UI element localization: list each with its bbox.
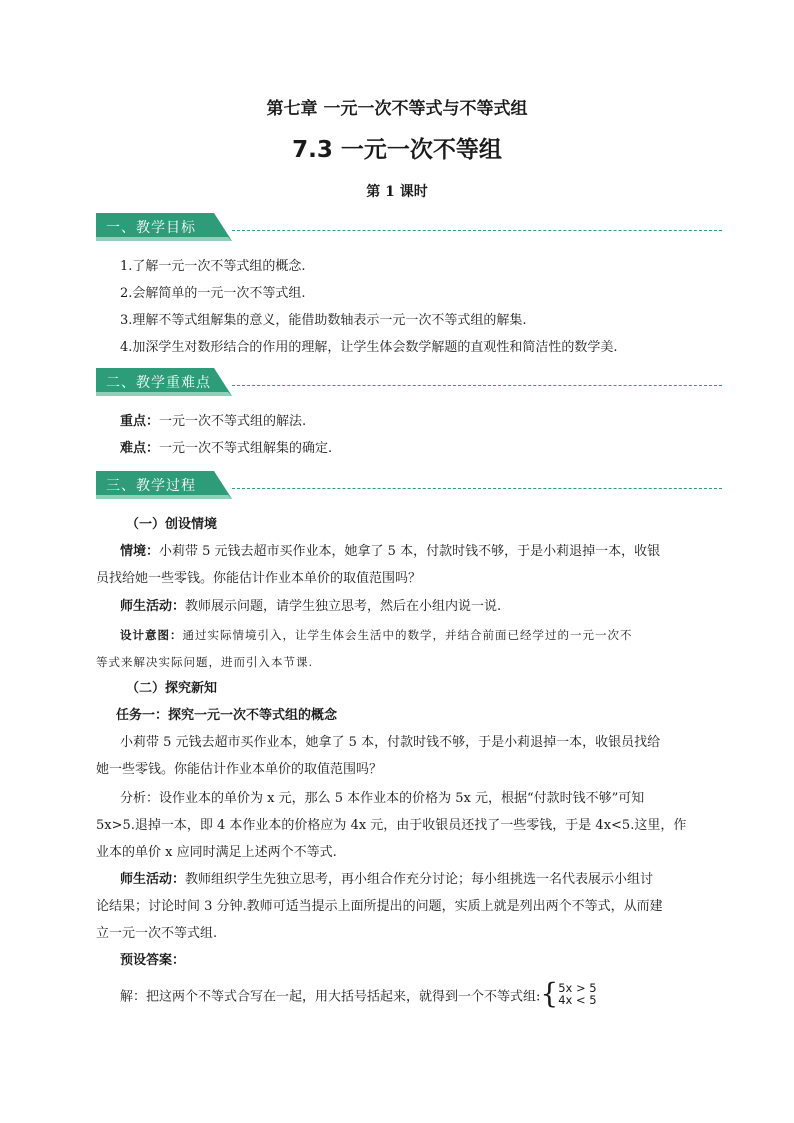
brace-icon: { — [540, 977, 559, 1010]
analysis-line: 分析：设作业本的单价为 x 元，那么 5 本作业本的价格为 5x 元，根据“付款时钱不够”可知 — [120, 791, 645, 806]
activity-label: 师生活动： — [120, 872, 186, 887]
section-header-key-points — [96, 368, 722, 396]
objective-item: 4.加深学生对数形结合的作用的理解，让学生体会数学解题的直观性和简洁性的数学美. — [120, 340, 618, 355]
section-divider — [232, 385, 722, 386]
activity-text: 教师组织学生先独立思考，再小组合作充分讨论；每小组挑选一名代表展示小组讨 — [185, 872, 654, 887]
design-text: 通过实际情境引入，让学生体会生活中的数学，并结合前面已经学过的一元一次不 — [182, 628, 633, 642]
activity-line — [120, 598, 501, 616]
activity-label: 师生活动： — [120, 599, 186, 614]
section-title: 一、教学目标 — [106, 220, 196, 236]
chapter-title: 第七章 一元一次不等式与不等式组 — [266, 99, 528, 119]
section-header-objectives — [96, 213, 722, 241]
difficult-point-text: 一元一次不等式组解集的确定. — [159, 441, 333, 456]
key-point-label: 重点： — [120, 414, 160, 429]
key-point-text: 一元一次不等式组的解法. — [159, 414, 307, 429]
situation-line — [120, 543, 660, 561]
task-label: 任务一：探究一元一次不等式组的概念 — [116, 708, 338, 723]
preset-answer-label: 预设答案： — [120, 953, 186, 968]
activity-text: 教师展示问题，请学生独立思考，然后在小组内说一说. — [185, 599, 502, 614]
section-header-process — [96, 471, 722, 499]
situation-label: 情境： — [120, 544, 160, 559]
section-tab — [96, 368, 228, 396]
design-line — [120, 626, 633, 644]
objective-item: 3.理解不等式组解集的意义，能借助数轴表示一元一次不等式组的解集. — [120, 313, 527, 328]
section-tab — [96, 471, 228, 499]
objective-item: 2.会解简单的一元一次不等式组. — [120, 286, 306, 301]
difficult-point-row — [120, 440, 332, 458]
activity-line: 论结果；讨论时间 3 分钟.教师可适当提示上面所提出的问题，实质上就是列出两个不等式，从而建 — [96, 899, 663, 914]
activity-line: 立一元一次不等式组. — [96, 926, 218, 941]
solution-text: 解：把这两个不等式合写在一起，用大括号括起来，就得到一个不等式组: — [120, 989, 541, 1005]
part2-title: （二）探究新知 — [126, 681, 218, 696]
task-line: 小莉带 5 元钱去超市买作业本，她拿了 5 本，付款时钱不够，于是小莉退掉一本，收银员找给 — [120, 735, 661, 750]
design-line: 等式来解决实际问题，进而引入本节课. — [96, 655, 314, 669]
task-line: 她一些零钱。你能估计作业本单价的取值范围吗？ — [96, 762, 383, 777]
inequality-1: 5x > 5 — [558, 981, 597, 995]
objective-item: 1.了解一元一次不等式组的概念. — [120, 259, 306, 274]
inequality-2: 4x < 5 — [558, 993, 597, 1007]
lesson-title: 7.3 一元一次不等组 — [292, 137, 502, 163]
section-divider — [232, 230, 722, 231]
section-title: 二、教学重难点 — [106, 375, 211, 391]
key-point-row — [120, 413, 306, 431]
inequality-system — [540, 977, 597, 1010]
situation-text: 小莉带 5 元钱去超市买作业本，她拿了 5 本，付款时钱不够，于是小莉退掉一本，收银 — [159, 544, 661, 559]
design-label: 设计意图： — [120, 628, 183, 642]
section-tab — [96, 213, 228, 241]
analysis-line: 5x>5.退掉一本，即 4 本作业本的价格应为 4x 元，由于收银员还找了一些零钱，于是 4x<5.这里，作 — [96, 818, 687, 833]
activity-line — [120, 871, 653, 889]
task-title — [116, 707, 337, 725]
analysis-line: 业本的单价 x 应同时满足上述两个不等式. — [96, 845, 337, 860]
section-divider — [232, 488, 722, 489]
section-title: 三、教学过程 — [106, 478, 196, 494]
solution-line — [120, 977, 597, 1010]
difficult-point-label: 难点： — [120, 441, 160, 456]
part1-title: （一）创设情境 — [126, 517, 218, 532]
period-label: 第 1 课时 — [366, 184, 428, 200]
situation-line: 员找给她一些零钱。你能估计作业本单价的取值范围吗？ — [96, 571, 422, 586]
inequality-stack — [558, 982, 596, 1006]
